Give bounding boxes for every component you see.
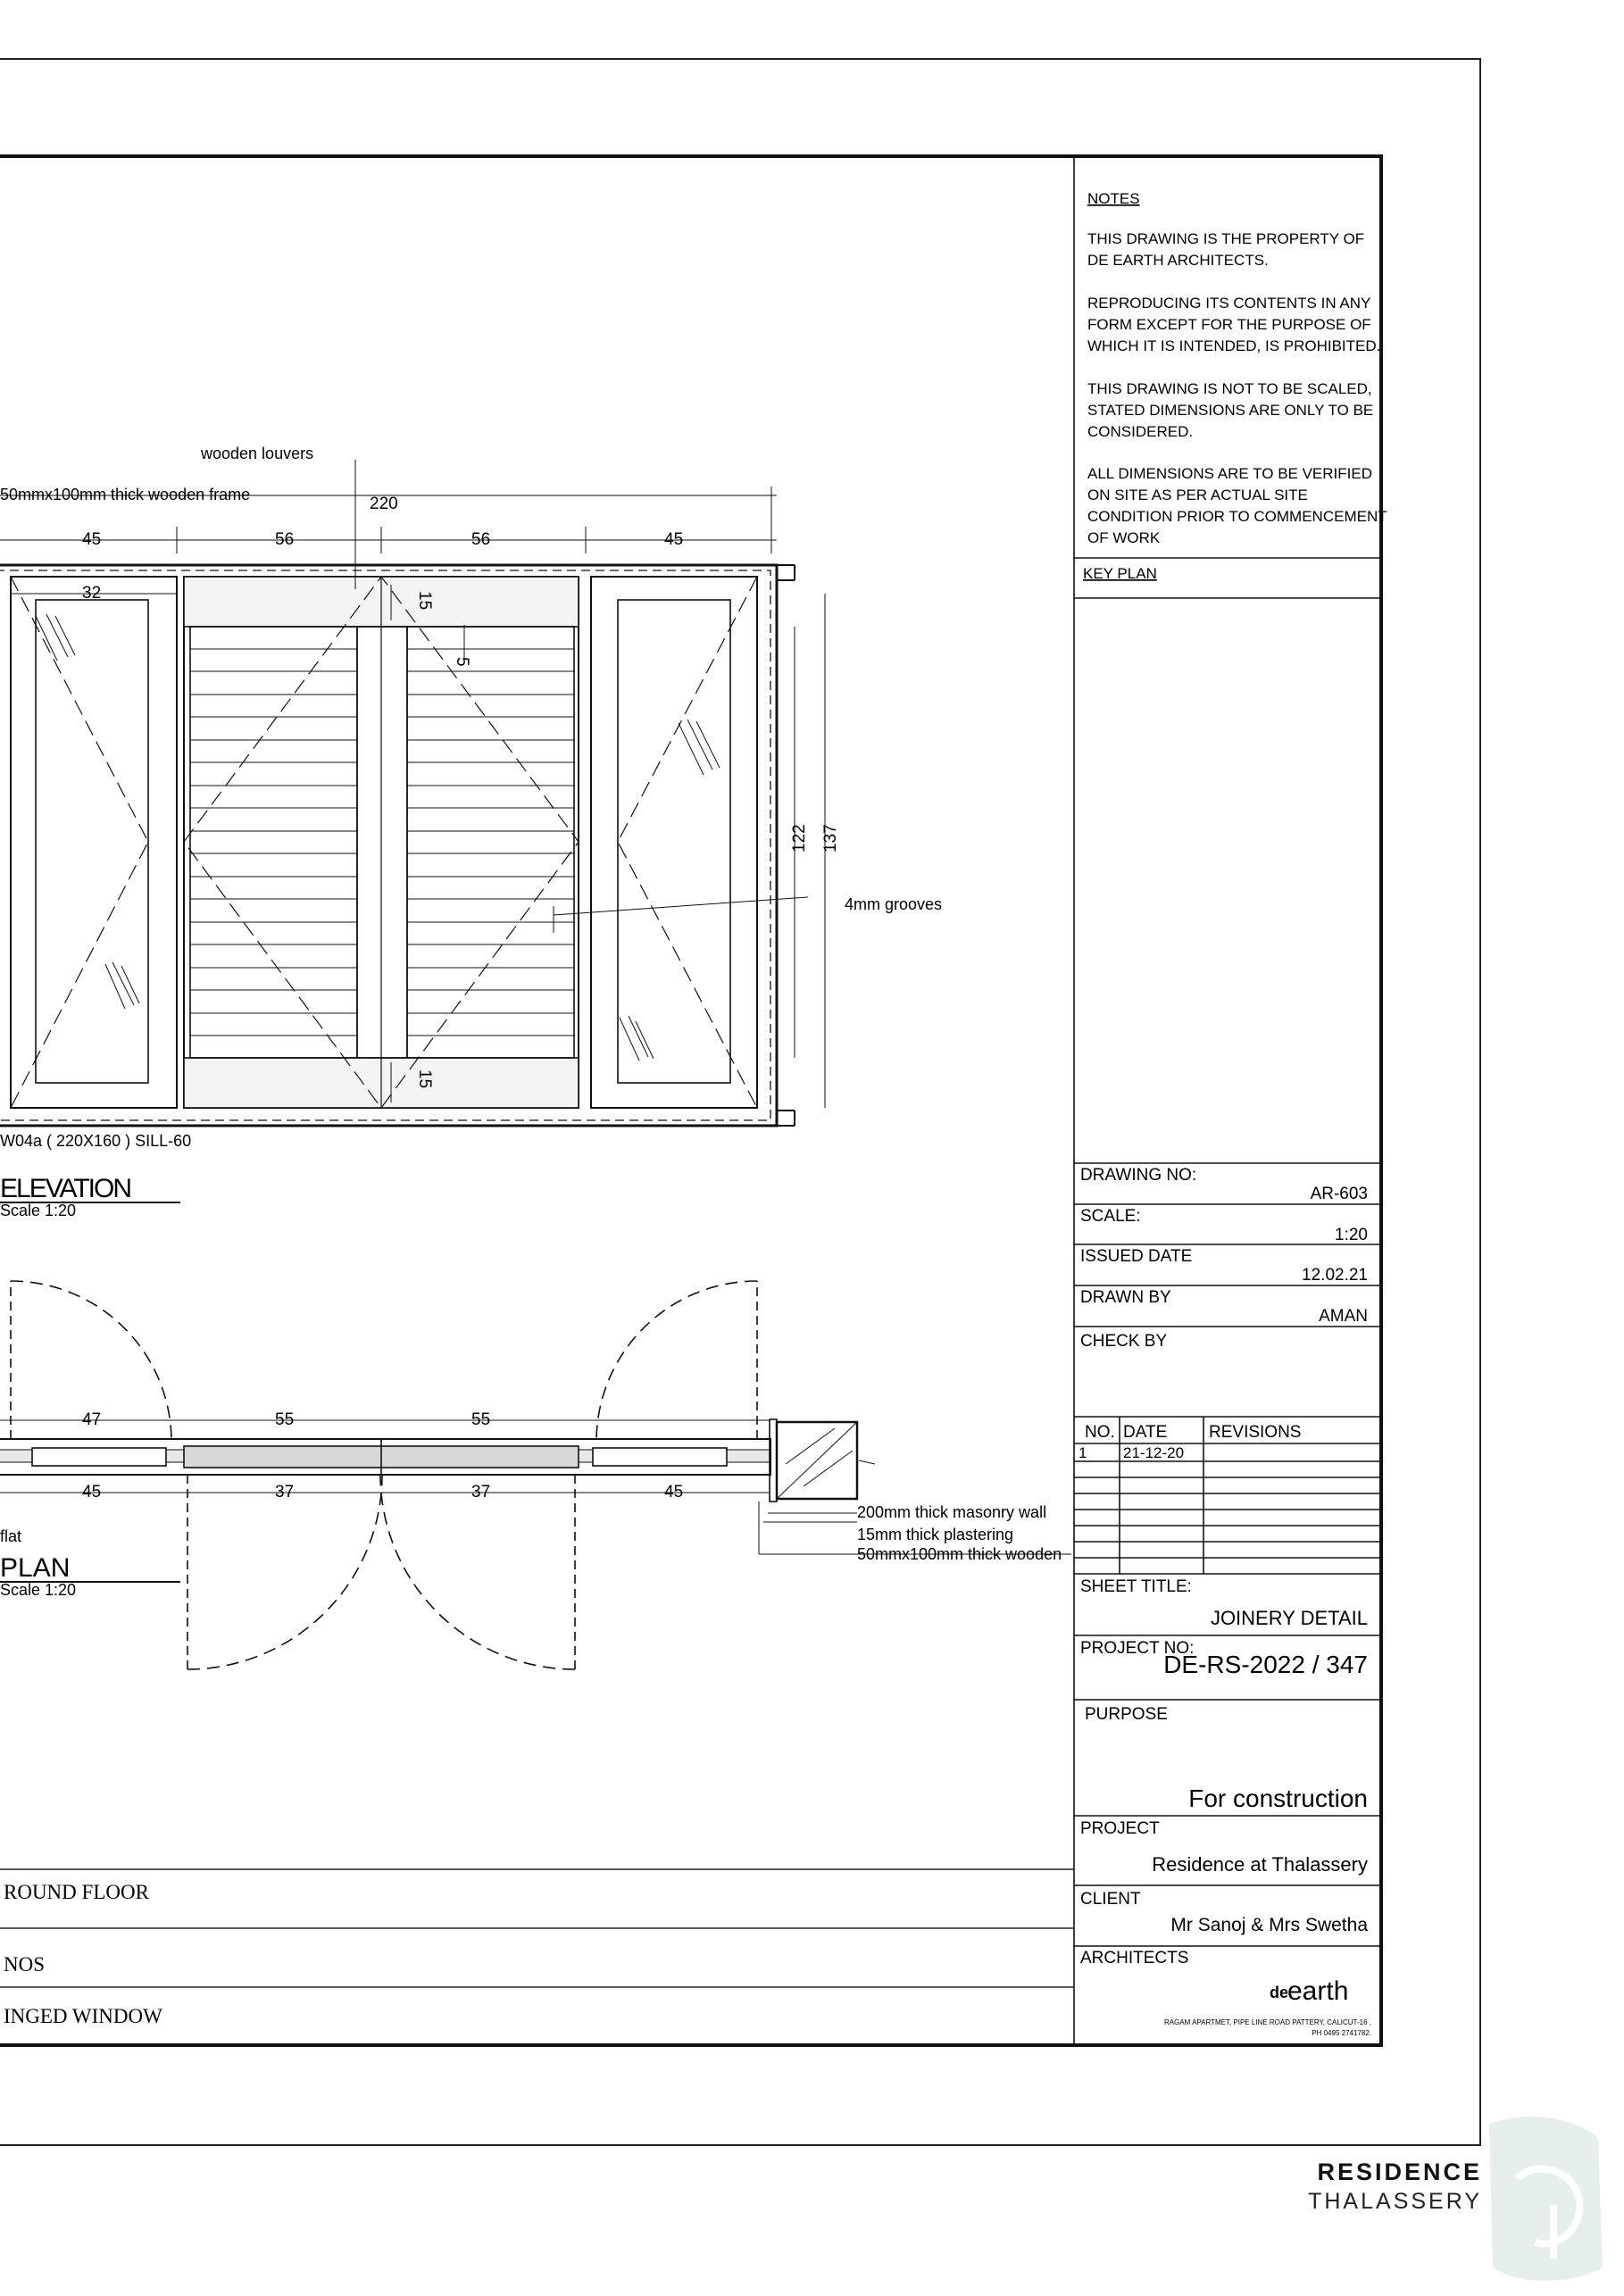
plan-scale: Scale 1:20 [0, 1581, 77, 1599]
plan-dim-55-right: 55 [471, 1410, 491, 1429]
notes-heading: NOTES [1087, 190, 1140, 207]
brand-residence: RESIDENCE [1317, 2159, 1482, 2185]
note-line: CONDITION PRIOR TO COMMENCEMENT [1087, 508, 1387, 525]
note-line: ON SITE AS PER ACTUAL SITE [1087, 487, 1308, 503]
plan-title: PLAN [0, 1553, 71, 1583]
label-masonry-wall: 200mm thick masonry wall [857, 1503, 1047, 1521]
dim-32: 32 [82, 584, 102, 603]
rev-date: 21-12-20 [1123, 1444, 1185, 1461]
label-flat: flat [0, 1527, 22, 1545]
project-no-label: PROJECT NO: [1080, 1639, 1195, 1658]
note-line: WHICH IT IS INTENDED, IS PROHIBITED. [1087, 337, 1381, 354]
elevation-drawing [0, 460, 825, 1126]
elevation-title: ELEVATION [0, 1174, 132, 1203]
project-value: Residence at Thalassery [1152, 1853, 1368, 1876]
label-plan-frame: 50mmx100mm thick wooden [857, 1545, 1062, 1563]
revisions-header: REVISIONS [1209, 1423, 1302, 1442]
note-line: REPRODUCING ITS CONTENTS IN ANY [1087, 295, 1371, 312]
schedule-nos: NOS [4, 1953, 46, 1976]
brand-thalassery: THALASSERY [1308, 2189, 1482, 2214]
dim-45-right: 45 [664, 530, 684, 549]
note-line: THIS DRAWING IS THE PROPERTY OF [1087, 230, 1365, 247]
dim-56-right: 56 [471, 530, 491, 549]
plan-dim-55-left: 55 [275, 1410, 295, 1429]
scale-value: 1:20 [1335, 1226, 1368, 1244]
dim-15-top: 15 [415, 591, 434, 611]
issued-date-label: ISSUED DATE [1080, 1247, 1193, 1266]
logo-small-text: de [1270, 1984, 1289, 2001]
rev-date-header: DATE [1123, 1423, 1168, 1442]
schedule-floor: ROUND FLOOR [4, 1881, 149, 1903]
scale-label: SCALE: [1080, 1207, 1141, 1226]
drawn-by-value: AMAN [1319, 1307, 1368, 1326]
note-line: DE EARTH ARCHITECTS. [1087, 252, 1269, 269]
rev-no: 1 [1079, 1444, 1087, 1461]
address-line-1: RAGAM APARTMET, PIPE LINE ROAD PATTERY, CALICUT-16 , [1163, 2018, 1371, 2026]
drawing-no-label: DRAWING NO: [1080, 1166, 1197, 1185]
dim-137: 137 [821, 824, 840, 853]
label-4mm-grooves: 4mm grooves [845, 895, 943, 913]
plan-drawing [0, 1281, 1071, 1669]
drawing-no-value: AR-603 [1310, 1185, 1368, 1203]
project-no-value: DE-RS-2022 / 347 [1163, 1651, 1368, 1678]
de-logo-icon [1489, 2117, 1603, 2281]
dim-56-left: 56 [275, 530, 295, 549]
schedule-table [0, 1869, 1074, 1987]
dim-15-bottom: 15 [415, 1069, 434, 1089]
label-wooden-frame: 50mmx100mm thick wooden frame [0, 486, 251, 503]
sheet-title-label: SHEET TITLE: [1080, 1577, 1192, 1596]
note-line: ALL DIMENSIONS ARE TO BE VERIFIED [1087, 465, 1372, 482]
dim-5: 5 [453, 657, 471, 667]
plan-dim-45-left: 45 [82, 1483, 102, 1502]
dim-220: 220 [370, 495, 398, 513]
label-wooden-louvers: wooden louvers [201, 445, 314, 462]
client-label: CLIENT [1080, 1890, 1141, 1909]
sheet-title-value: JOINERY DETAIL [1210, 1607, 1368, 1629]
note-line: THIS DRAWING IS NOT TO BE SCALED, [1087, 380, 1372, 397]
plan-dim-47: 47 [82, 1410, 102, 1429]
dim-122: 122 [790, 824, 809, 853]
logo-text: earth [1287, 1976, 1349, 2006]
address-line-2: PH 0495 2741782. [1312, 2029, 1371, 2037]
purpose-value: For construction [1188, 1784, 1368, 1812]
check-by-label: CHECK BY [1080, 1332, 1168, 1351]
rev-no-header: NO. [1085, 1423, 1115, 1442]
plan-dim-45-right: 45 [664, 1483, 684, 1502]
elevation-scale: Scale 1:20 [0, 1202, 77, 1219]
note-line: OF WORK [1087, 529, 1161, 546]
schedule-type: INGED WINDOW [4, 2005, 162, 2027]
note-line: STATED DIMENSIONS ARE ONLY TO BE [1087, 402, 1374, 419]
dim-45-left: 45 [82, 530, 102, 549]
window-code: W04a ( 220X160 ) SILL-60 [0, 1132, 192, 1150]
plan-dim-37-right: 37 [471, 1483, 491, 1502]
note-line: FORM EXCEPT FOR THE PURPOSE OF [1087, 316, 1371, 333]
client-value: Mr Sanoj & Mrs Swetha [1170, 1915, 1368, 1935]
project-label: PROJECT [1080, 1819, 1160, 1838]
plan-dim-37-left: 37 [275, 1483, 295, 1502]
purpose-label: PURPOSE [1085, 1705, 1168, 1724]
issued-date-value: 12.02.21 [1302, 1266, 1368, 1285]
label-plastering: 15mm thick plastering [857, 1526, 1014, 1543]
drawn-by-label: DRAWN BY [1080, 1288, 1171, 1307]
note-line: CONSIDERED. [1087, 423, 1194, 440]
key-plan-label: KEY PLAN [1083, 565, 1157, 582]
architects-label: ARCHITECTS [1080, 1949, 1189, 1967]
